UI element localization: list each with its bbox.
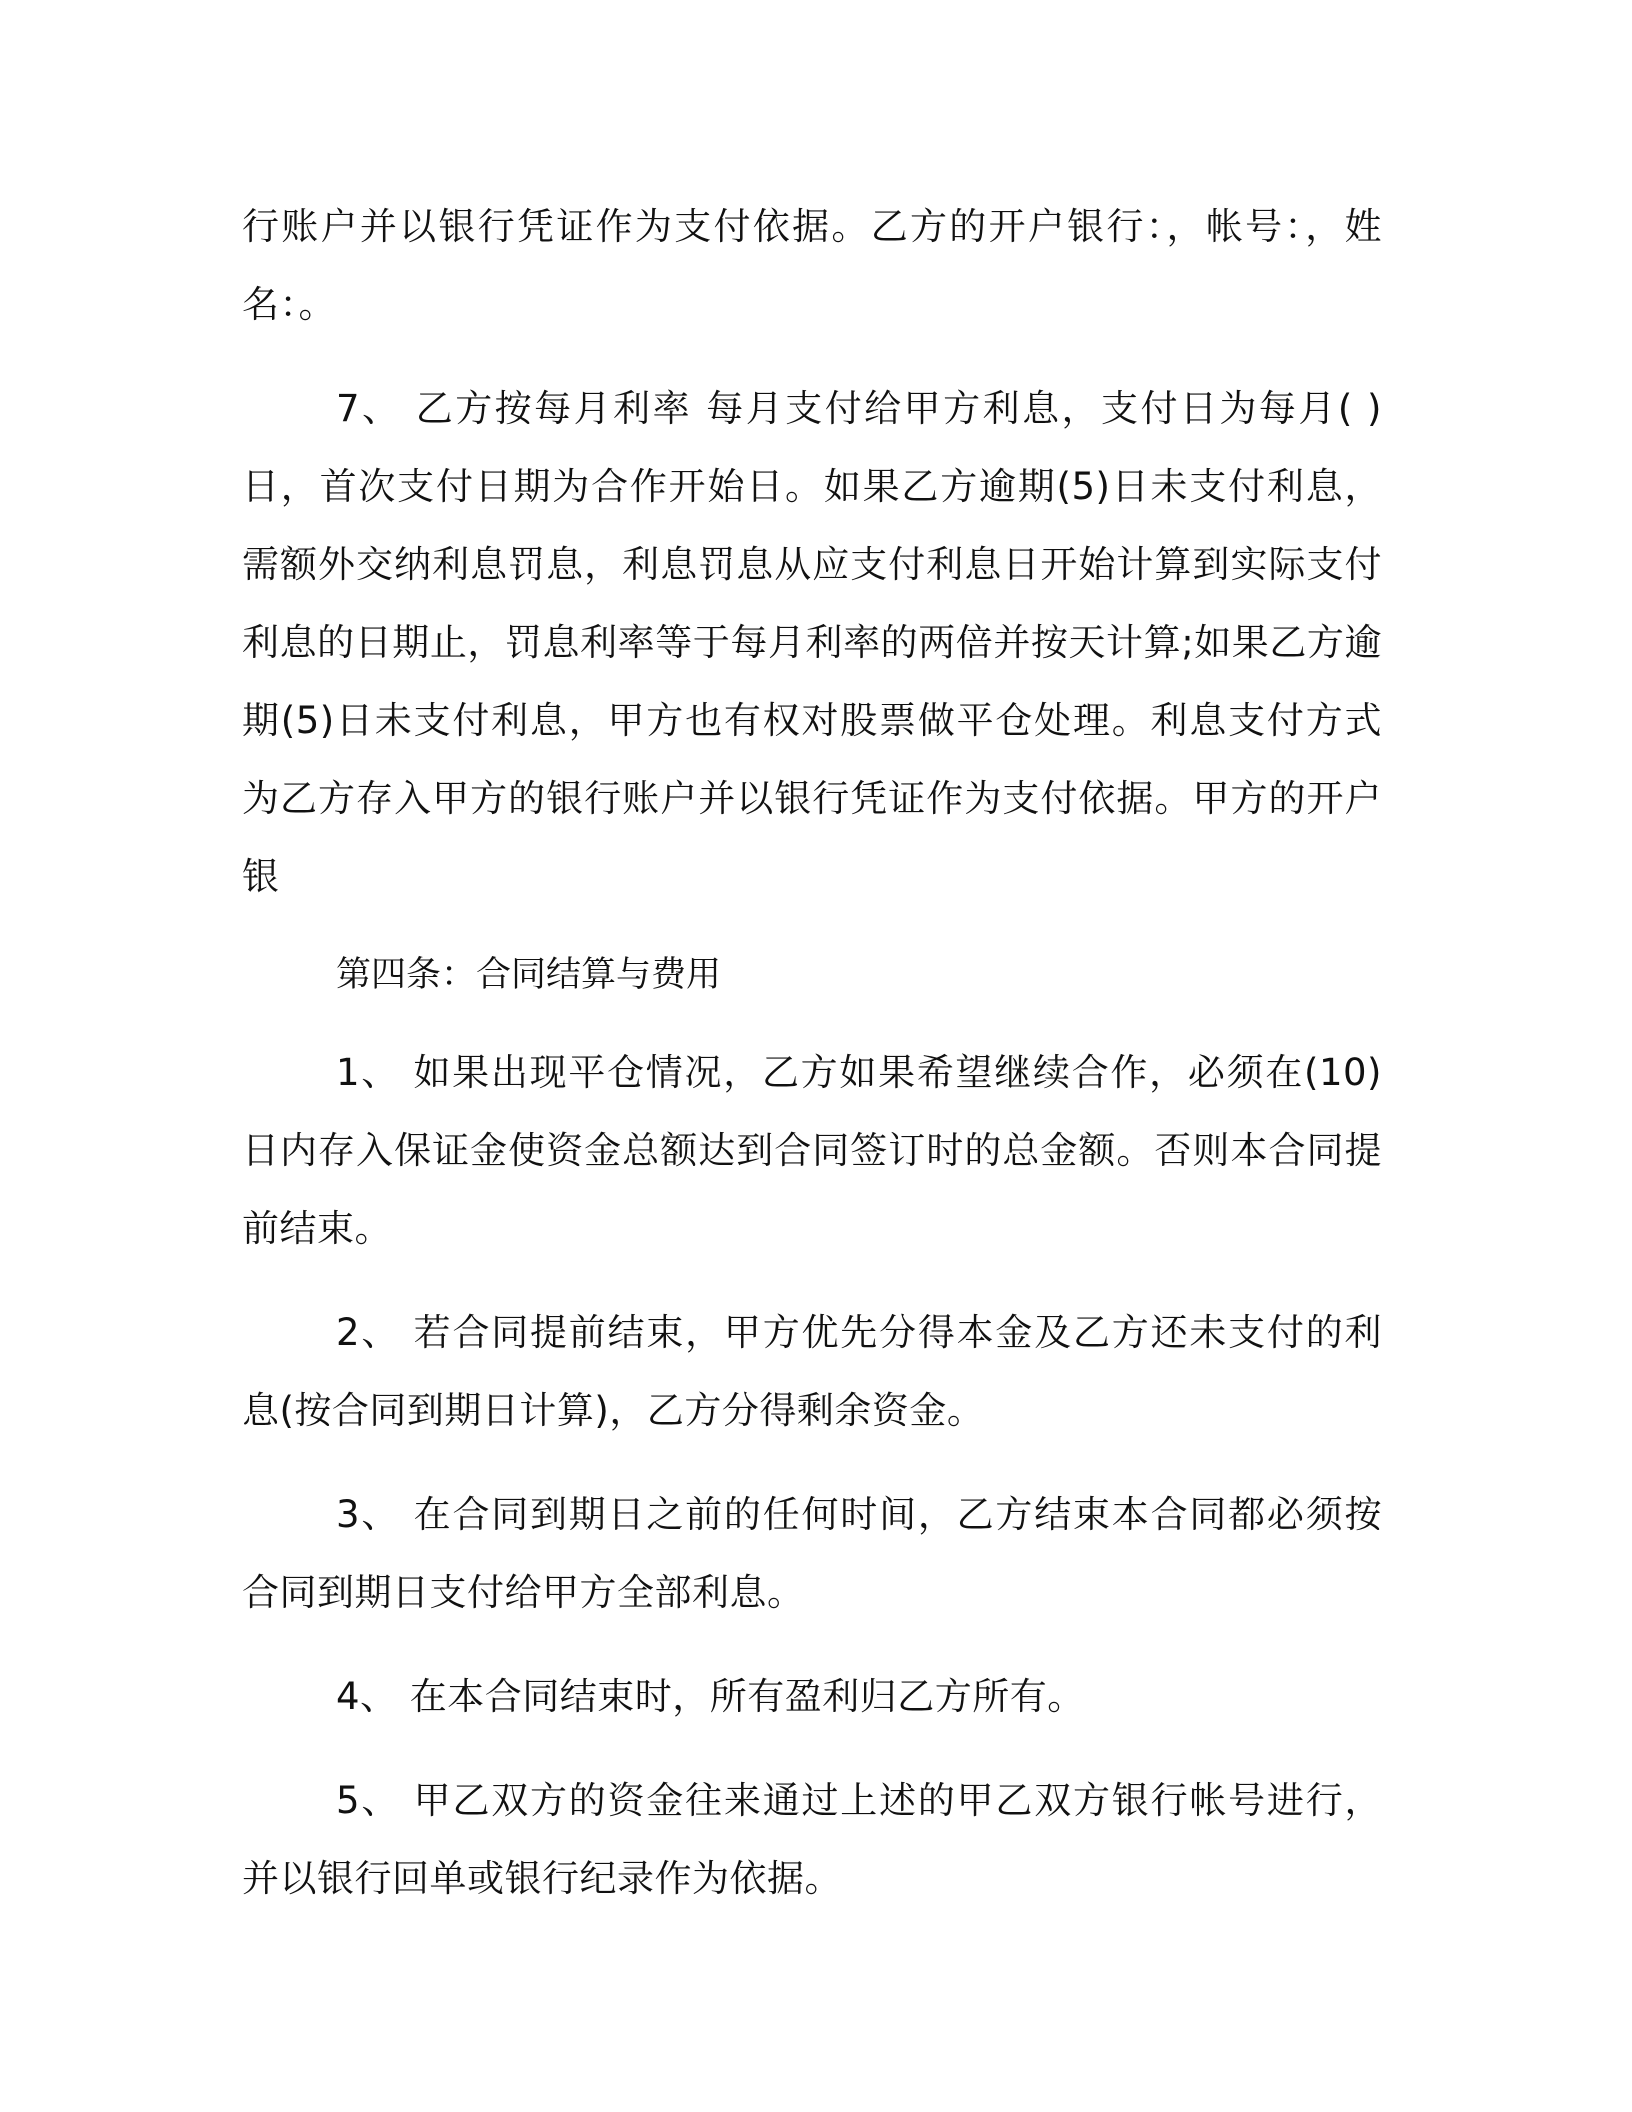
document-page: [242, 188, 1382, 1918]
paragraph-bank-info: 行账户并以银行凭证作为支付依据。乙方的开户银行：，帐号：，姓名：。: [242, 205, 1382, 326]
paragraph-settlement-5: 5、 甲乙双方的资金往来通过上述的甲乙双方银行帐号进行，并以银行回单或银行纪录作为依据。: [242, 1779, 1382, 1900]
paragraph-settlement-4: 4、 在本合同结束时，所有盈利归乙方所有。: [336, 1675, 1085, 1718]
paragraph-settlement-2: 2、 若合同提前结束，甲方优先分得本金及乙方还未支付的利息(按合同到期日计算)，乙方分得剩余资金。: [242, 1311, 1382, 1432]
paragraph-clause-7: 7、 乙方按每月利率 每月支付给甲方利息，支付日为每月( )日，首次支付日期为合作开始日。如果乙方逾期(5)日未支付利息，需额外交纳利息罚息，利息罚息从应支付利息日开始计算到实际支付利息的日期止，罚息利率等于每月利率的两倍并按天计算;如果乙方逾期(5)日未支付利息，甲方也有权对股票做平仓处理。利息支付方式为乙方存入甲方的银行账户并以银行凭证作为支付依据。甲方的开户银: [242, 387, 1382, 898]
section-heading-article-4: 第四条：合同结算与费用: [336, 955, 722, 995]
paragraph-settlement-3: 3、 在合同到期日之前的任何时间，乙方结束本合同都必须按合同到期日支付给甲方全部利息。: [242, 1493, 1382, 1614]
paragraph-settlement-1: 1、 如果出现平仓情况，乙方如果希望继续合作，必须在(10)日内存入保证金使资金总额达到合同签订时的总金额。否则本合同提前结束。: [242, 1051, 1382, 1250]
